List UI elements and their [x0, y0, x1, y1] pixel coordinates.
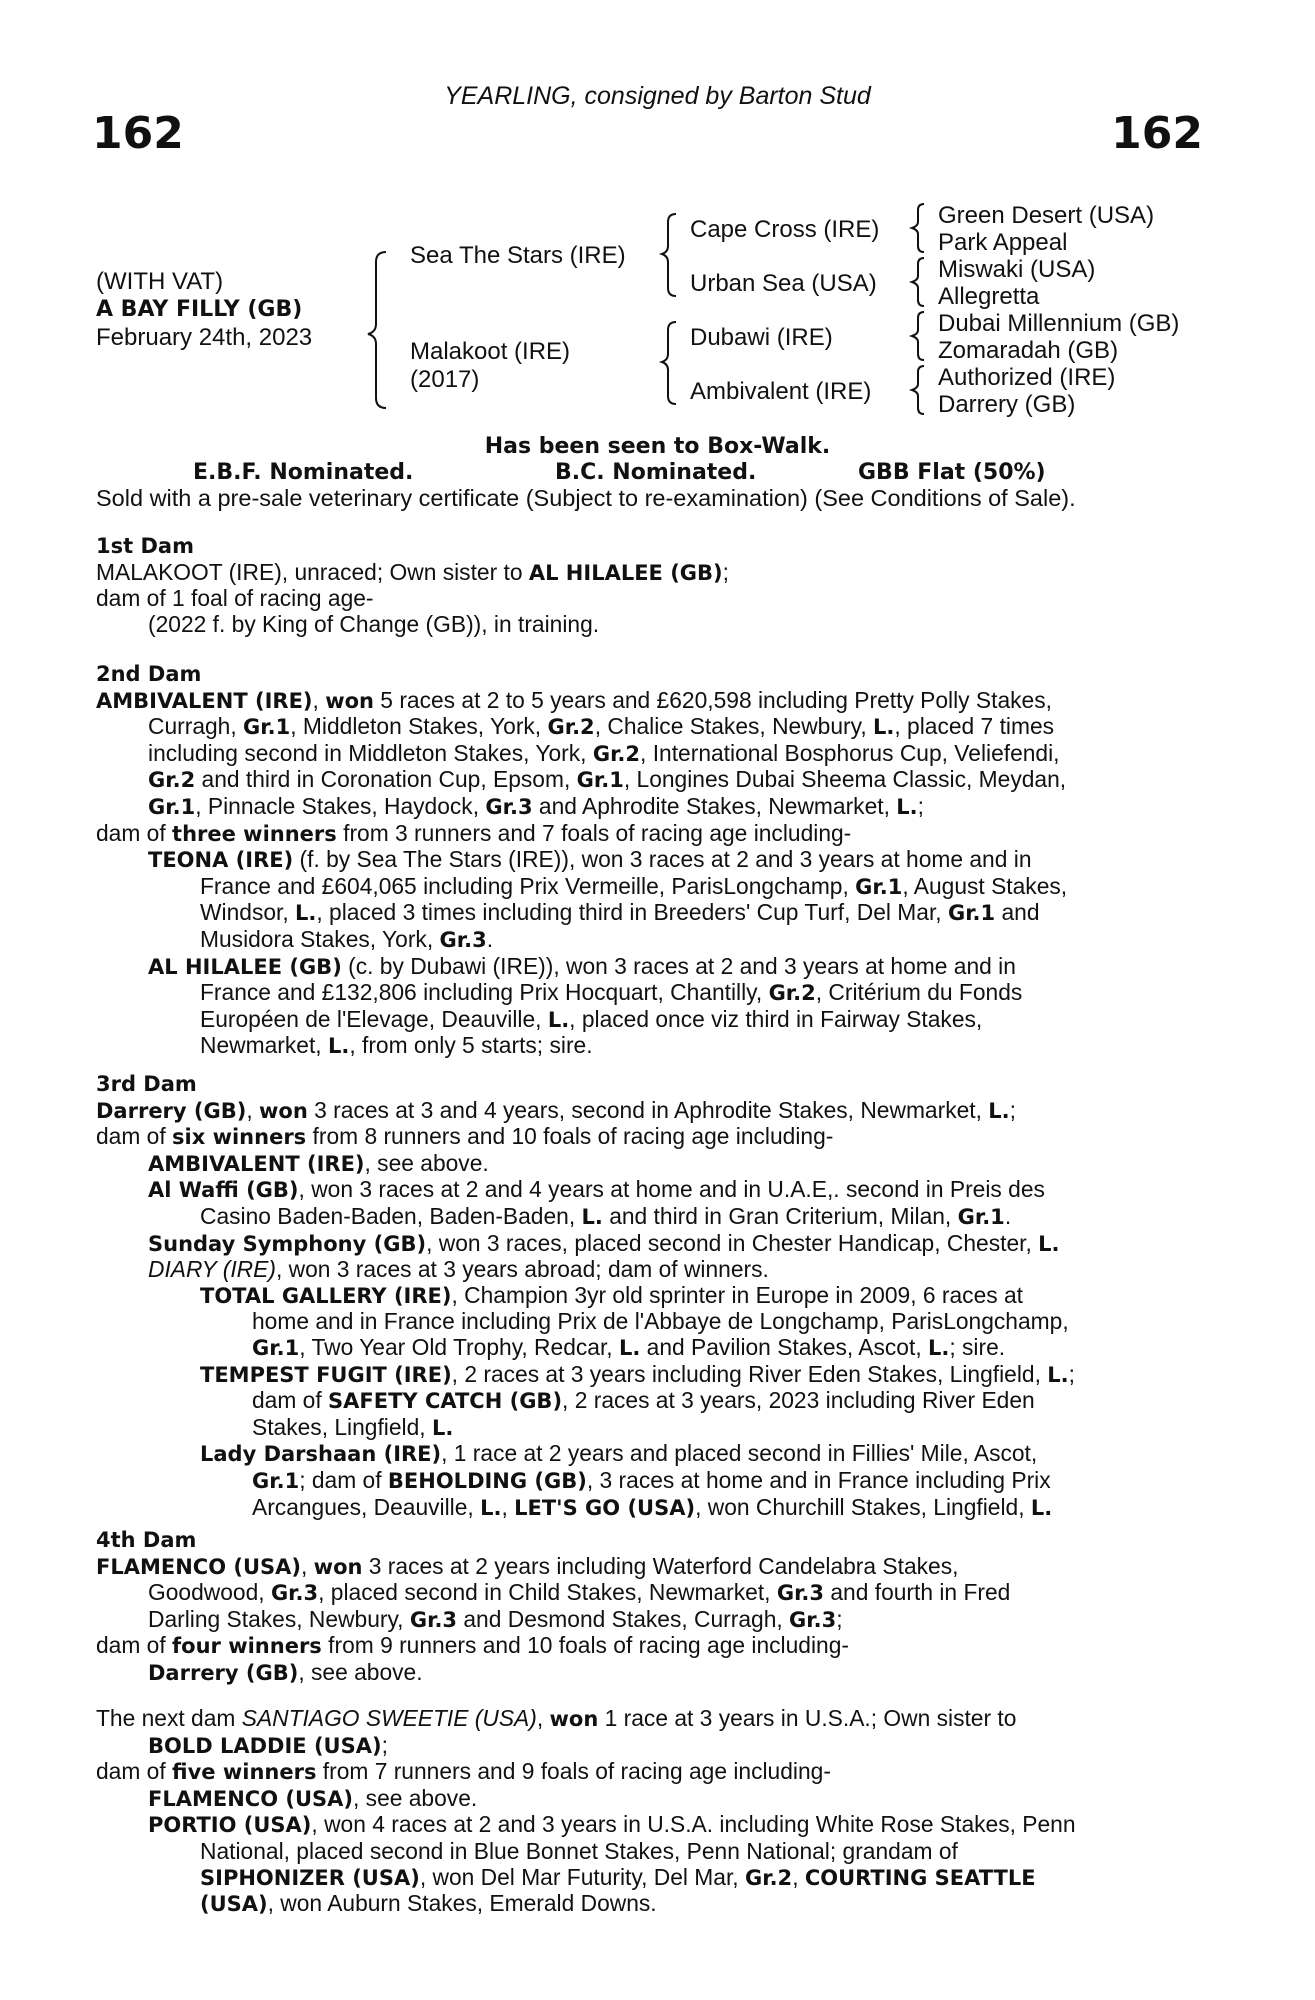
dam2-line5: Gr.1, Pinnacle Stakes, Haydock, Gr.3 and Aphrodite Stakes, Newmarket, L.; — [148, 792, 924, 819]
boxwalk-note: Has been seen to Box-Walk. — [484, 434, 831, 459]
section-4th-dam — [96, 1528, 1203, 1687]
heading-4th-dam: 4th Dam — [96, 1528, 197, 1552]
gg-5: Dubai Millennium (GB) — [938, 310, 1180, 337]
pedigree-brackets — [0, 0, 1315, 460]
dam4-line5: Darrery (GB), see above. — [148, 1658, 423, 1685]
sire-sire: Cape Cross (IRE) — [690, 216, 880, 243]
gbb-note: GBB Flat (50%) — [858, 460, 1046, 485]
dam2-line9: Windsor, L., placed 3 times including third in Breeders' Cup Turf, Del Mar, Gr.1 and — [200, 899, 1040, 926]
dam3-line2: dam of six winners from 8 runners and 10 foals of racing age including- — [96, 1123, 834, 1150]
dam-sire: Dubawi (IRE) — [690, 324, 833, 351]
bracket-dam — [662, 322, 676, 404]
next-line3: dam of five winners from 7 runners and 9 foals of racing age including- — [96, 1758, 831, 1785]
dam3-line4: Al Waffi (GB), won 3 races at 2 and 4 years at home and in U.A.E,. second in Preis des — [148, 1176, 1045, 1203]
next-line4: FLAMENCO (USA), see above. — [148, 1784, 478, 1811]
section-2nd-dam — [96, 662, 1203, 1060]
dam2-line14: Newmarket, L., from only 5 starts; sire. — [200, 1032, 593, 1059]
dam1-line2: dam of 1 foal of racing age- — [96, 585, 374, 612]
bracket-g4 — [912, 366, 924, 414]
dam2-line4: Gr.2 and third in Coronation Cup, Epsom, Gr.1, Longines Dubai Sheema Classic, Meydan, — [148, 766, 1067, 793]
dam3-line12: dam of SAFETY CATCH (GB), 2 races at 3 years, 2023 including River Eden — [252, 1387, 1035, 1414]
dam3-line3: AMBIVALENT (IRE), see above. — [148, 1149, 489, 1176]
dam4-line2: Goodwood, Gr.3, placed second in Child Stakes, Newmarket, Gr.3 and fourth in Fred — [148, 1579, 1011, 1606]
vat-label: (WITH VAT) — [96, 268, 224, 295]
dam: Malakoot (IRE) — [410, 338, 571, 365]
gg-3: Miswaki (USA) — [938, 256, 1096, 283]
sire: Sea The Stars (IRE) — [410, 242, 626, 269]
sire-dam: Urban Sea (USA) — [690, 270, 877, 297]
section-next-dam — [96, 1706, 1203, 1918]
dam4-line1: FLAMENCO (USA), won 3 races at 2 years including Waterford Candelabra Stakes, — [96, 1552, 959, 1579]
dam3-line14: Lady Darshaan (IRE), 1 race at 2 years and placed second in Fillies' Mile, Ascot, — [200, 1440, 1038, 1467]
dam3-line13: Stakes, Lingfield, L. — [252, 1413, 454, 1440]
dam3-line6: Sunday Symphony (GB), won 3 races, placed second in Chester Handicap, Chester, L. — [148, 1229, 1060, 1256]
heading-2nd-dam: 2nd Dam — [96, 662, 202, 686]
dam3-line16: Arcangues, Deauville, L., LET'S GO (USA), won Churchill Stakes, Lingfield, L. — [252, 1493, 1053, 1520]
next-line5: PORTIO (USA), won 4 races at 2 and 3 years in U.S.A. including White Rose Stakes, Penn — [148, 1811, 1076, 1838]
bracket-g3 — [912, 312, 924, 360]
next-line8: (USA), won Auburn Stakes, Emerald Downs. — [200, 1890, 657, 1917]
next-line6: National, placed second in Blue Bonnet Stakes, Penn National; grandam of — [200, 1837, 958, 1864]
dam3-line15: Gr.1; dam of BEHOLDING (GB), 3 races at home and in France including Prix — [252, 1466, 1051, 1493]
bracket-g2 — [912, 258, 924, 306]
dam-dam: Ambivalent (IRE) — [690, 378, 872, 405]
dam4-line3: Darling Stakes, Newbury, Gr.3 and Desmond Stakes, Curragh, Gr.3; — [148, 1605, 843, 1632]
dam3-line8: TOTAL GALLERY (IRE), Champion 3yr old sprinter in Europe in 2009, 6 races at — [200, 1281, 1023, 1308]
next-line2: BOLD LADDIE (USA); — [148, 1731, 388, 1758]
page-subtitle: YEARLING, consigned by Barton Stud — [444, 82, 871, 110]
bracket-main — [368, 252, 386, 408]
dam2-line8: France and £604,065 including Prix Vermeille, ParisLongchamp, Gr.1, August Stakes, — [200, 872, 1068, 899]
heading-3rd-dam: 3rd Dam — [96, 1072, 197, 1096]
dam2-line2: Curragh, Gr.1, Middleton Stakes, York, Gr.2, Chalice Stakes, Newbury, L., placed 7 times — [148, 713, 1055, 740]
dam2-line13: Européen de l'Elevage, Deauville, L., placed once viz third in Fairway Stakes, — [200, 1005, 983, 1032]
gg-7: Authorized (IRE) — [938, 364, 1116, 391]
dam3-line5: Casino Baden-Baden, Baden-Baden, L. and third in Gran Criterium, Milan, Gr.1. — [200, 1202, 1012, 1229]
gg-8: Darrery (GB) — [938, 391, 1076, 418]
dam-year: (2017) — [410, 366, 480, 393]
next-line1: The next dam SANTIAGO SWEETIE (USA), won 1 race at 3 years in U.S.A.; Own sister to — [96, 1705, 1017, 1731]
horse-dob: February 24th, 2023 — [96, 324, 313, 351]
bracket-g1 — [912, 204, 924, 252]
dam4-line4: dam of four winners from 9 runners and 10 foals of racing age including- — [96, 1632, 849, 1659]
section-1st-dam — [96, 534, 1203, 637]
heading-1st-dam: 1st Dam — [96, 534, 194, 558]
dam2-line11: AL HILALEE (GB) (c. by Dubawi (IRE)), won 3 races at 2 and 3 years at home and in — [148, 952, 1016, 979]
bracket-sire — [662, 214, 676, 296]
dam2-line12: France and £132,806 including Prix Hocquart, Chantilly, Gr.2, Critérium du Fonds — [200, 979, 1023, 1006]
bc-note: B.C. Nominated. — [555, 460, 757, 485]
dam2-line3: including second in Middleton Stakes, York, Gr.2, International Bosphorus Cup, Veliefendi, — [148, 739, 1060, 766]
dam2-line1: AMBIVALENT (IRE), won 5 races at 2 to 5 years and £620,598 including Pretty Polly Stakes, — [96, 686, 1052, 713]
ebf-note: E.B.F. Nominated. — [193, 460, 414, 485]
horse-name: A BAY FILLY (GB) — [96, 297, 303, 322]
dam3-line7: DIARY (IRE), won 3 races at 3 years abroad; dam of winners. — [148, 1256, 769, 1283]
gg-4: Allegretta — [938, 283, 1040, 310]
next-line7: SIPHONIZER (USA), won Del Mar Futurity, Del Mar, Gr.2, COURTING SEATTLE — [200, 1863, 1036, 1890]
dam2-line10: Musidora Stakes, York, Gr.3. — [200, 925, 494, 952]
dam1-line1: MALAKOOT (IRE), unraced; Own sister to AL HILALEE (GB); — [96, 558, 729, 585]
gg-1: Green Desert (USA) — [938, 202, 1155, 229]
lot-number: 162 — [92, 108, 184, 159]
gg-6: Zomaradah (GB) — [938, 337, 1119, 364]
dam2-line6: dam of three winners from 3 runners and 7 foals of racing age including- — [96, 819, 852, 846]
vet-note: Sold with a pre-sale veterinary certificate (Subject to re-examination) (See Conditions of Sale). — [96, 485, 1076, 511]
section-3rd-dam — [96, 1072, 1203, 1521]
dam3-line1: Darrery (GB), won 3 races at 3 and 4 years, second in Aphrodite Stakes, Newmarket, L.; — [96, 1096, 1016, 1123]
dam1-line3: (2022 f. by King of Change (GB)), in training. — [148, 610, 600, 637]
gg-2: Park Appeal — [938, 229, 1068, 256]
dam3-line9: home and in France including Prix de l'Abbaye de Longchamp, ParisLongchamp, — [252, 1308, 1069, 1335]
lot-number-right: 162 — [1111, 108, 1203, 159]
dam3-line10: Gr.1, Two Year Old Trophy, Redcar, L. and Pavilion Stakes, Ascot, L.; sire. — [252, 1333, 1006, 1360]
dam3-line11: TEMPEST FUGIT (IRE), 2 races at 3 years including River Eden Stakes, Lingfield, L.; — [200, 1360, 1075, 1387]
dam2-line7: TEONA (IRE) (f. by Sea The Stars (IRE)), won 3 races at 2 and 3 years at home and in — [148, 846, 1032, 873]
